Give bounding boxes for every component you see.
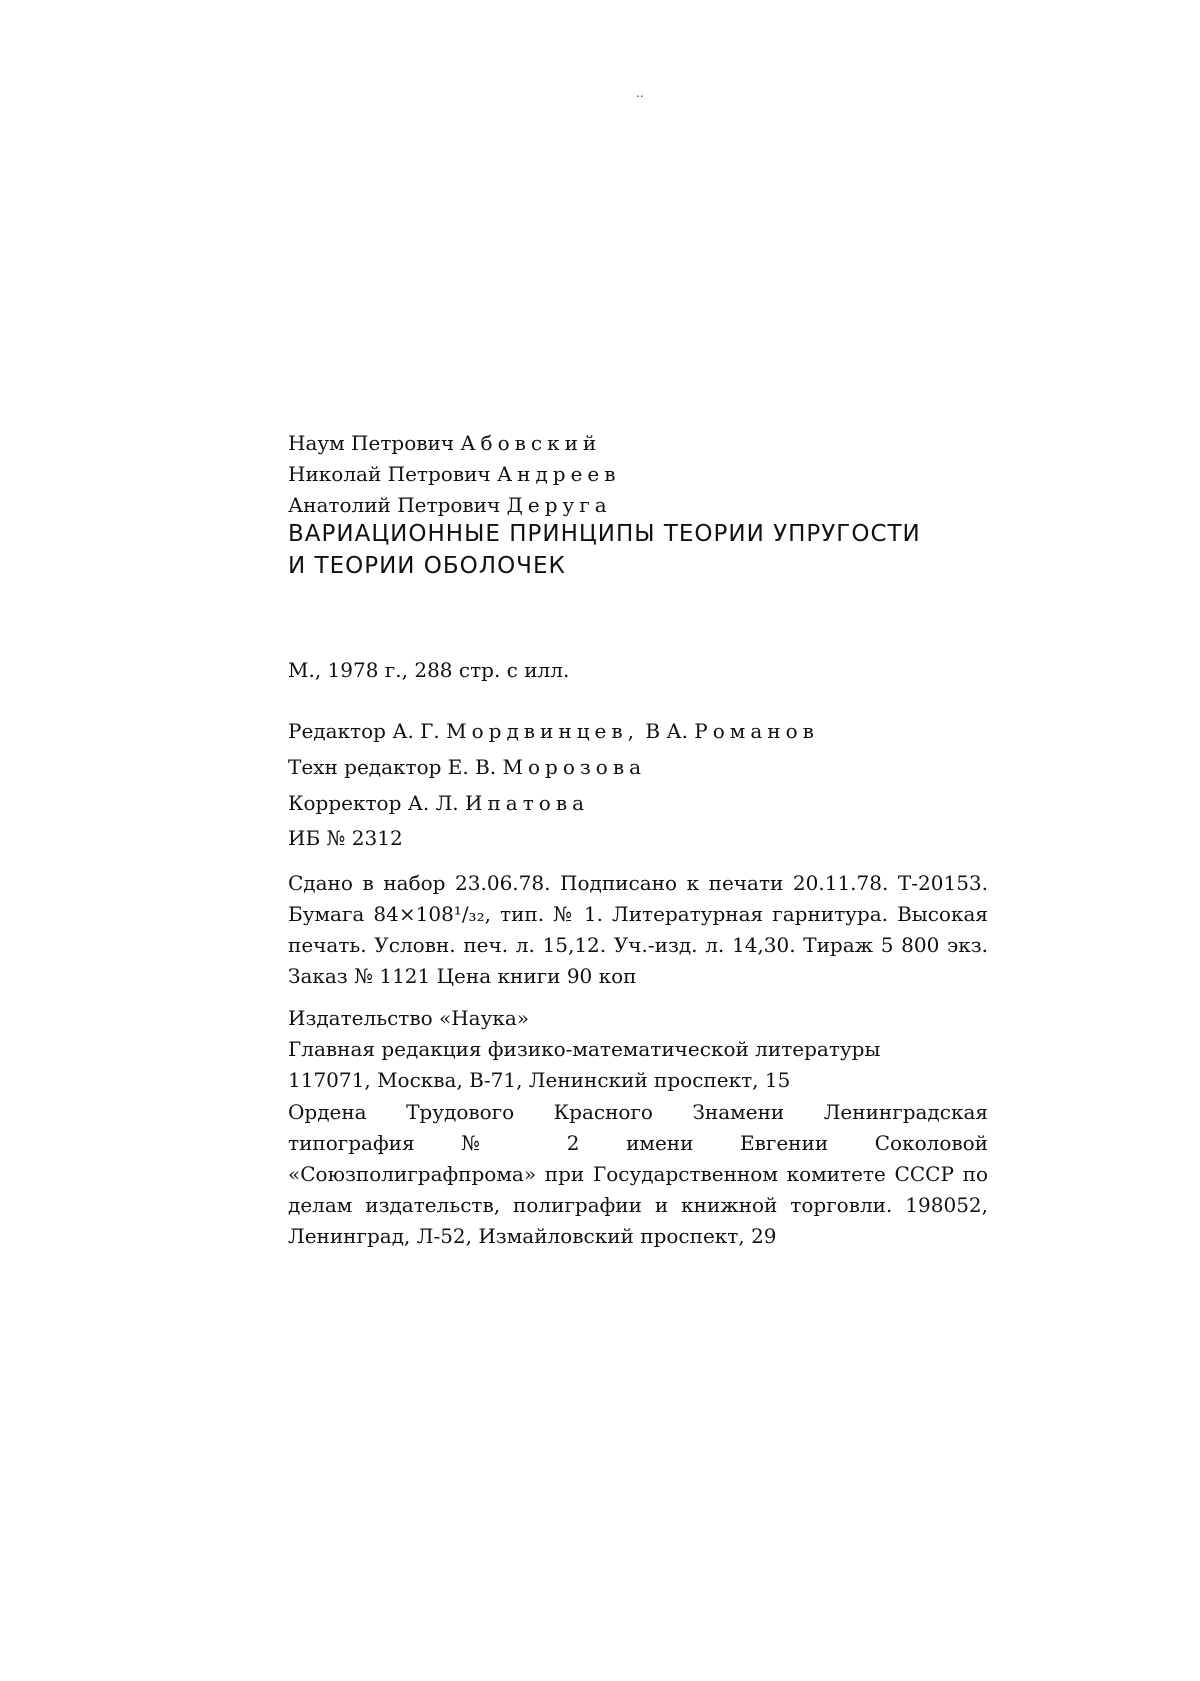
imprint — [288, 655, 988, 686]
publisher-department: Главная редакция физико-математической литературы — [288, 1037, 881, 1061]
staff-surname: Мордвинцев, — [446, 719, 640, 743]
author-surname: Деруга — [506, 493, 612, 517]
imprint-text: М., 1978 г., 288 стр. с илл. — [288, 658, 570, 682]
author-line — [288, 490, 988, 521]
authors-list — [288, 428, 988, 521]
staff-initials: Е. В. — [447, 755, 497, 779]
publisher-address: 117071, Москва, В-71, Ленинский проспект, 15 — [288, 1068, 791, 1092]
staff-line — [288, 785, 988, 821]
author-surname: Андреев — [497, 462, 621, 486]
staff-role: Техн редактор — [288, 755, 442, 779]
author-line — [288, 459, 988, 490]
ib-number — [288, 823, 988, 854]
author-surname: Абовский — [460, 431, 602, 455]
staff-extra-initials: В А. — [645, 719, 688, 743]
author-first-name: Анатолий Петрович — [288, 493, 501, 517]
staff-line — [288, 713, 988, 749]
staff-surname: Ипатова — [465, 791, 589, 815]
author-first-name: Наум Петрович — [288, 431, 455, 455]
staff-role: Корректор — [288, 791, 402, 815]
publisher-info — [288, 1003, 988, 1096]
staff-surname: Морозова — [502, 755, 647, 779]
staff-role: Редактор — [288, 719, 386, 743]
top-mark: .. — [636, 86, 644, 100]
staff-initials: А. Л. — [407, 791, 459, 815]
printer-info: Ордена Трудового Красного Знамени Ленинградская типография № 2 имени Евгении Соколовой «Союзполиграфпрома» при Государственном комитете СССР по делам издательств, полиграфии и книжной торговли. 198052, Ленинград, Л-52, Измайловский проспект, 29 — [288, 1100, 988, 1248]
print-details: Сдано в набор 23.06.78. Подписано к печати 20.11.78. Т-20153. Бумага 84×108¹/₃₂, тип. № 1. Литературная гарнитура. Высокая печать. Условн. печ. л. 15,12. Уч.-изд. л. 14,30. Тираж 5 800 экз. Заказ № 1121 Цена книги 90 коп — [288, 871, 988, 988]
staff-list — [288, 713, 988, 821]
title-line: ВАРИАЦИОННЫЕ ПРИНЦИПЫ ТЕОРИИ УПРУГОСТИ — [288, 521, 921, 547]
staff-extra-surname: Романов — [694, 719, 819, 743]
ib-number-text: ИБ № 2312 — [288, 826, 403, 850]
book-title — [288, 518, 988, 582]
staff-initials: А. Г. — [392, 719, 440, 743]
publisher-name: Издательство «Наука» — [288, 1006, 530, 1030]
author-line — [288, 428, 988, 459]
staff-line — [288, 749, 988, 785]
title-line: И ТЕОРИИ ОБОЛОЧЕК — [288, 553, 566, 579]
author-first-name: Николай Петрович — [288, 462, 491, 486]
